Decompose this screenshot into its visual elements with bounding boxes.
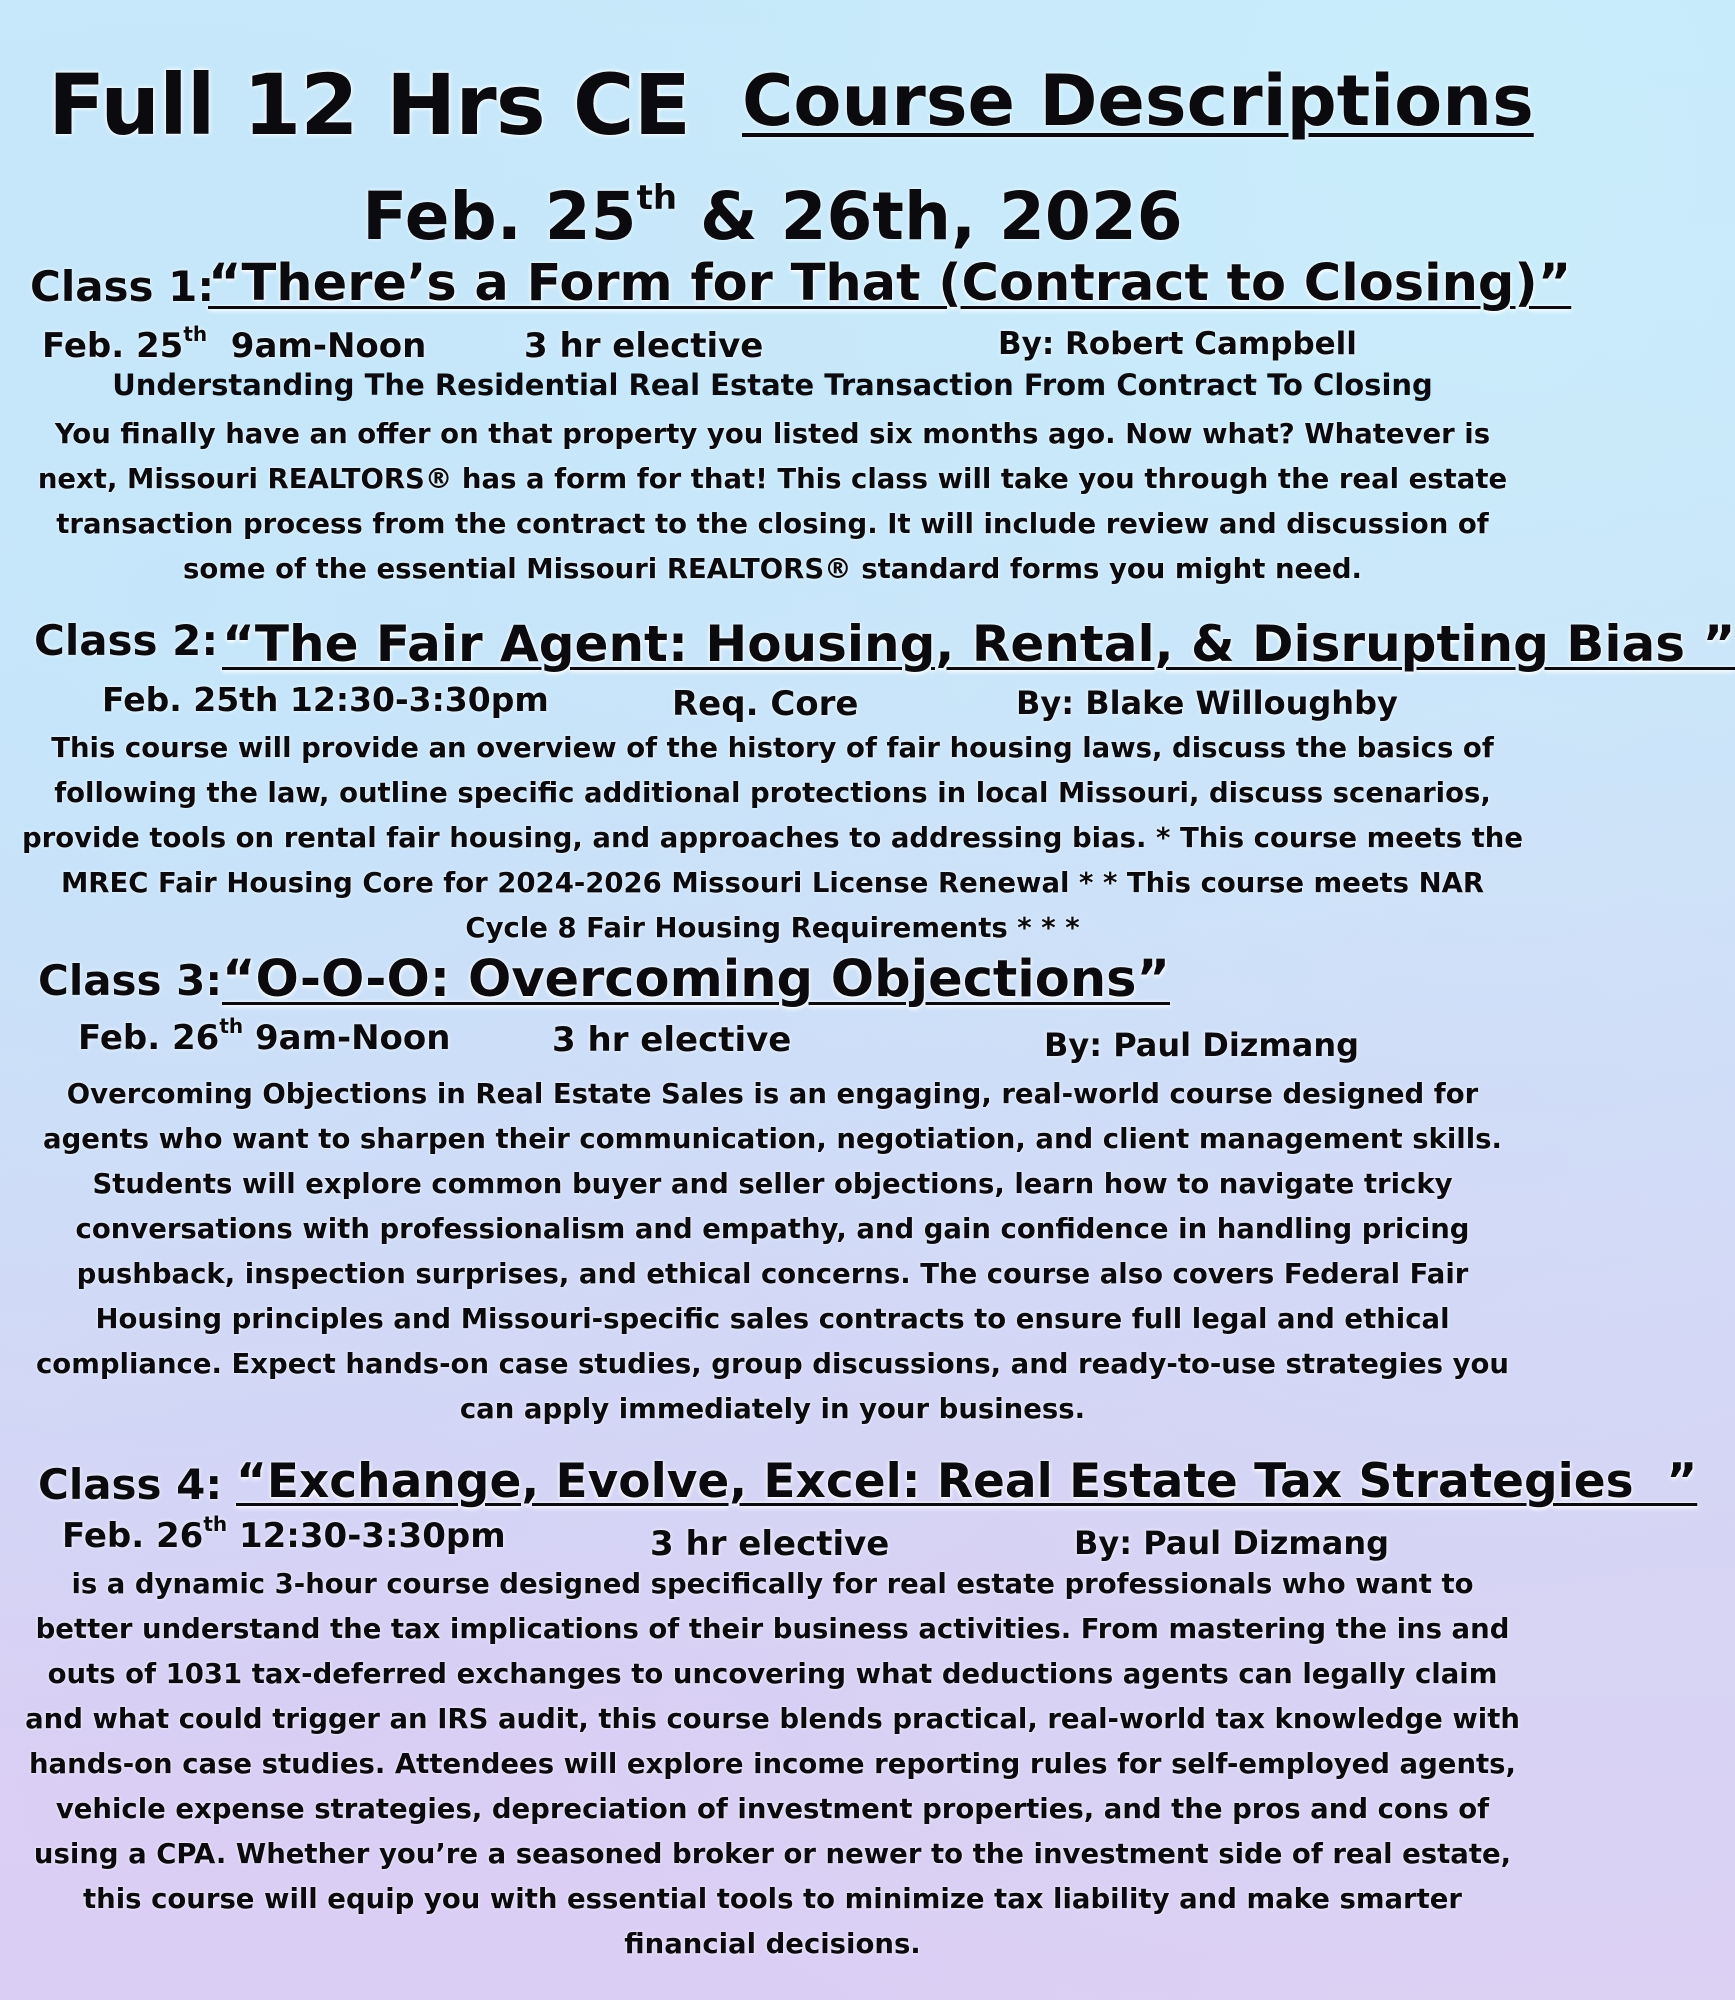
class-1-type: 3 hr elective [524, 326, 764, 366]
class-2-date: Feb. 25th 12:30-3:30pm [102, 680, 549, 719]
class-1-title: “There’s a Form for That (Contract to Closing)” [208, 254, 1572, 313]
class-1-subtitle: Understanding The Residential Real Estate Transaction From Contract To Closing [112, 368, 1433, 402]
class-2-title: “The Fair Agent: Housing, Rental, & Disrupting Bias ” [222, 615, 1735, 673]
class-3-date: Feb. 26th 9am-Noon [78, 1014, 451, 1058]
class-1-description: You finally have an offer on that property you listed six months ago. Now what? Whatever is next, Missouri REALTORS® has a form for that! This class will take you through the real estate transaction process from the contract to the closing. It will include review and discussion of some of the essential Missouri REALTORS® standard forms you might need. [37, 418, 1508, 585]
class-2-description: This course will provide an overview of the history of fair housing laws, discuss the basics of following the law, outline specific additional protections in local Missouri, discuss scenarios, provide tools on rental fair housing, and approaches to addressing bias. * This course meets the MREC Fair Housing Core for 2024-2026 Missouri License Renewal * * This course meets NAR Cycle 8 Fair Housing Requirements * * * [21, 732, 1524, 944]
class-1-instructor: By: Robert Campbell [998, 326, 1357, 362]
class-4-instructor: By: Paul Dizmang [1074, 1524, 1390, 1562]
class-4-description: is a dynamic 3-hour course designed specifically for real estate professionals who want to better understand the tax implications of their business activities. From mastering the ins and outs of 1031 tax-deferred exchanges to uncovering what deductions agents can legally claim and what could trigger an IRS audit, this course blends practical, real-world tax knowledge with hands-on case studies. Attendees will explore income reporting rules for self-employed agents, vehicle expense strategies, depreciation of investment properties, and the pros and cons of using a CPA. Whether you’re a seasoned broker or newer to the investment side of real estate, this course will equip you with essential tools to minimize tax liability and make smarter financial decisions. [25, 1568, 1520, 1960]
course-descriptions-heading: Course Descriptions [742, 60, 1534, 142]
class-3-instructor: By: Paul Dizmang [1044, 1026, 1360, 1064]
main-title: Full 12 Hrs CE [48, 56, 690, 154]
class-2-instructor: By: Blake Willoughby [1016, 684, 1398, 722]
class-4-date: Feb. 26th 12:30-3:30pm [62, 1512, 506, 1556]
class-4-title: “Exchange, Evolve, Excel: Real Estate Tax Strategies ” [236, 1454, 1698, 1509]
class-2-label: Class 2: [34, 616, 219, 665]
event-dates: Feb. 25th & 26th, 2026 [362, 178, 1183, 255]
class-1-date: Feb. 25th 9am-Noon [42, 322, 427, 366]
class-3-title: “O-O-O: Overcoming Objections” [222, 950, 1171, 1009]
class-3-type: 3 hr elective [552, 1020, 792, 1060]
class-1-label: Class 1: [30, 262, 215, 311]
class-4-label: Class 4: [38, 1460, 223, 1509]
class-3-description: Overcoming Objections in Real Estate Sales is an engaging, real-world course designed for agents who want to sharpen their communication, negotiation, and client management skills. Students will explore common buyer and seller objections, learn how to navigate tricky conversations with professionalism and empathy, and gain confidence in handling pricing pushback, inspection surprises, and ethical concerns. The course also covers Federal Fair Housing principles and Missouri-specific sales contracts to ensure full legal and ethical compliance. Expect hands-on case studies, group discussions, and ready-to-use strategies you can apply immediately in your business. [36, 1078, 1509, 1425]
class-3-label: Class 3: [38, 956, 223, 1005]
class-2-type: Req. Core [672, 684, 859, 724]
class-4-type: 3 hr elective [650, 1524, 890, 1564]
